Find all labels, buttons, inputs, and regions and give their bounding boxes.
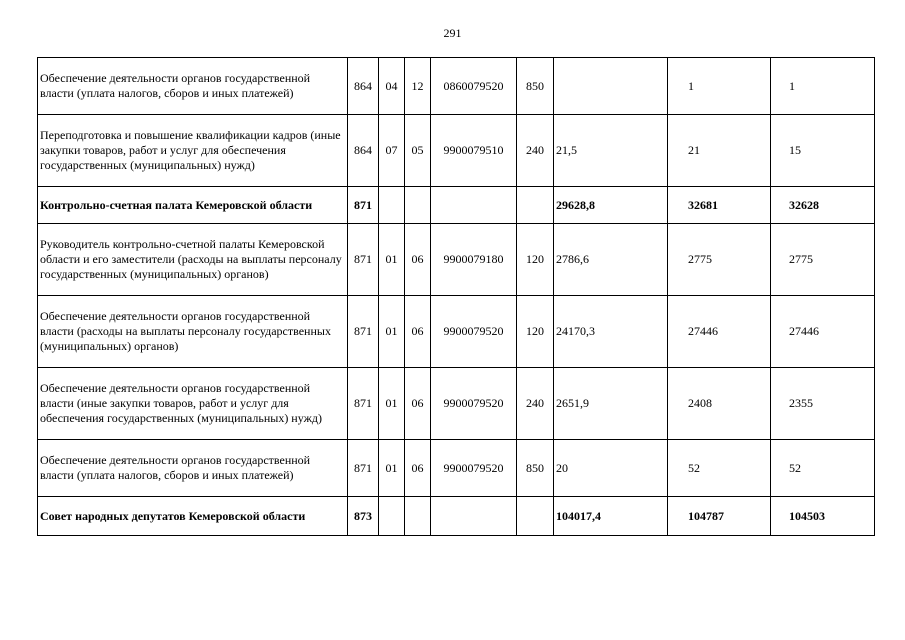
expense-type-cell: 850: [517, 58, 554, 115]
amount-year2-cell: 2775: [668, 224, 771, 296]
amount-year3-cell: 2355: [771, 368, 875, 440]
amount-year2-cell: 1: [668, 58, 771, 115]
target-article-cell: 0860079520: [431, 58, 517, 115]
amount-year1-cell: 2651,9: [554, 368, 668, 440]
subsection-code-cell: [405, 187, 431, 224]
target-article-cell: [431, 187, 517, 224]
table-row: [38, 58, 875, 115]
section-code-cell: 01: [379, 368, 405, 440]
amount-year2-cell: 52: [668, 440, 771, 497]
amount-year3-cell: 15: [771, 115, 875, 187]
amount-year3-cell: 1: [771, 58, 875, 115]
department-code-cell: 871: [348, 368, 379, 440]
department-code-cell: 871: [348, 296, 379, 368]
expense-name-cell: Совет народных депутатов Кемеровской области: [38, 497, 348, 536]
expense-name-cell: Обеспечение деятельности органов государственной власти (расходы на выплаты персоналу государственных (муниципальных) органов): [38, 296, 348, 368]
expense-type-cell: 120: [517, 224, 554, 296]
amount-year1-cell: 29628,8: [554, 187, 668, 224]
amount-year1-cell: 2786,6: [554, 224, 668, 296]
amount-year3-cell: 32628: [771, 187, 875, 224]
amount-year2-cell: 21: [668, 115, 771, 187]
table-row: [38, 497, 875, 536]
expense-name-cell: Переподготовка и повышение квалификации кадров (иные закупки товаров, работ и услуг для обеспечения государственных (муниципальных) нужд): [38, 115, 348, 187]
table-row: [38, 368, 875, 440]
subsection-code-cell: 06: [405, 224, 431, 296]
target-article-cell: 9900079520: [431, 296, 517, 368]
table-row: [38, 440, 875, 497]
section-code-cell: 01: [379, 224, 405, 296]
amount-year2-cell: 27446: [668, 296, 771, 368]
expense-name-cell: Руководитель контрольно-счетной палаты Кемеровской области и его заместители (расходы на выплаты персоналу государственных (муниципальных) органов): [38, 224, 348, 296]
expense-name-cell: Обеспечение деятельности органов государственной власти (иные закупки товаров, работ и услуг для обеспечения государственных (муниципальных) нужд): [38, 368, 348, 440]
amount-year1-cell: [554, 58, 668, 115]
amount-year2-cell: 32681: [668, 187, 771, 224]
expense-type-cell: 240: [517, 115, 554, 187]
expense-name-cell: Обеспечение деятельности органов государственной власти (уплата налогов, сборов и иных платежей): [38, 58, 348, 115]
amount-year1-cell: 20: [554, 440, 668, 497]
amount-year3-cell: 27446: [771, 296, 875, 368]
page-number: 291: [443, 26, 462, 40]
table-row: [38, 296, 875, 368]
target-article-cell: [431, 497, 517, 536]
department-code-cell: 864: [348, 115, 379, 187]
amount-year2-cell: 2408: [668, 368, 771, 440]
expense-type-cell: 850: [517, 440, 554, 497]
expense-type-cell: 120: [517, 296, 554, 368]
amount-year1-cell: 24170,3: [554, 296, 668, 368]
department-code-cell: 871: [348, 440, 379, 497]
table-row: [38, 115, 875, 187]
section-code-cell: [379, 497, 405, 536]
subsection-code-cell: [405, 497, 431, 536]
amount-year3-cell: 2775: [771, 224, 875, 296]
section-code-cell: [379, 187, 405, 224]
amount-year1-cell: 104017,4: [554, 497, 668, 536]
subsection-code-cell: 05: [405, 115, 431, 187]
subsection-code-cell: 06: [405, 368, 431, 440]
expense-type-cell: 240: [517, 368, 554, 440]
expense-type-cell: [517, 497, 554, 536]
subsection-code-cell: 12: [405, 58, 431, 115]
target-article-cell: 9900079180: [431, 224, 517, 296]
subsection-code-cell: 06: [405, 296, 431, 368]
department-code-cell: 871: [348, 187, 379, 224]
budget-table-body: [38, 58, 875, 536]
department-code-cell: 873: [348, 497, 379, 536]
department-code-cell: 871: [348, 224, 379, 296]
section-code-cell: 01: [379, 440, 405, 497]
amount-year2-cell: 104787: [668, 497, 771, 536]
section-code-cell: 07: [379, 115, 405, 187]
section-code-cell: 04: [379, 58, 405, 115]
table-row: [38, 187, 875, 224]
expense-name-cell: Обеспечение деятельности органов государственной власти (уплата налогов, сборов и иных платежей): [38, 440, 348, 497]
subsection-code-cell: 06: [405, 440, 431, 497]
amount-year1-cell: 21,5: [554, 115, 668, 187]
target-article-cell: 9900079520: [431, 368, 517, 440]
table-row: [38, 224, 875, 296]
section-code-cell: 01: [379, 296, 405, 368]
target-article-cell: 9900079510: [431, 115, 517, 187]
amount-year3-cell: 104503: [771, 497, 875, 536]
expense-type-cell: [517, 187, 554, 224]
target-article-cell: 9900079520: [431, 440, 517, 497]
budget-table: [37, 57, 875, 536]
amount-year3-cell: 52: [771, 440, 875, 497]
expense-name-cell: Контрольно-счетная палата Кемеровской области: [38, 187, 348, 224]
department-code-cell: 864: [348, 58, 379, 115]
